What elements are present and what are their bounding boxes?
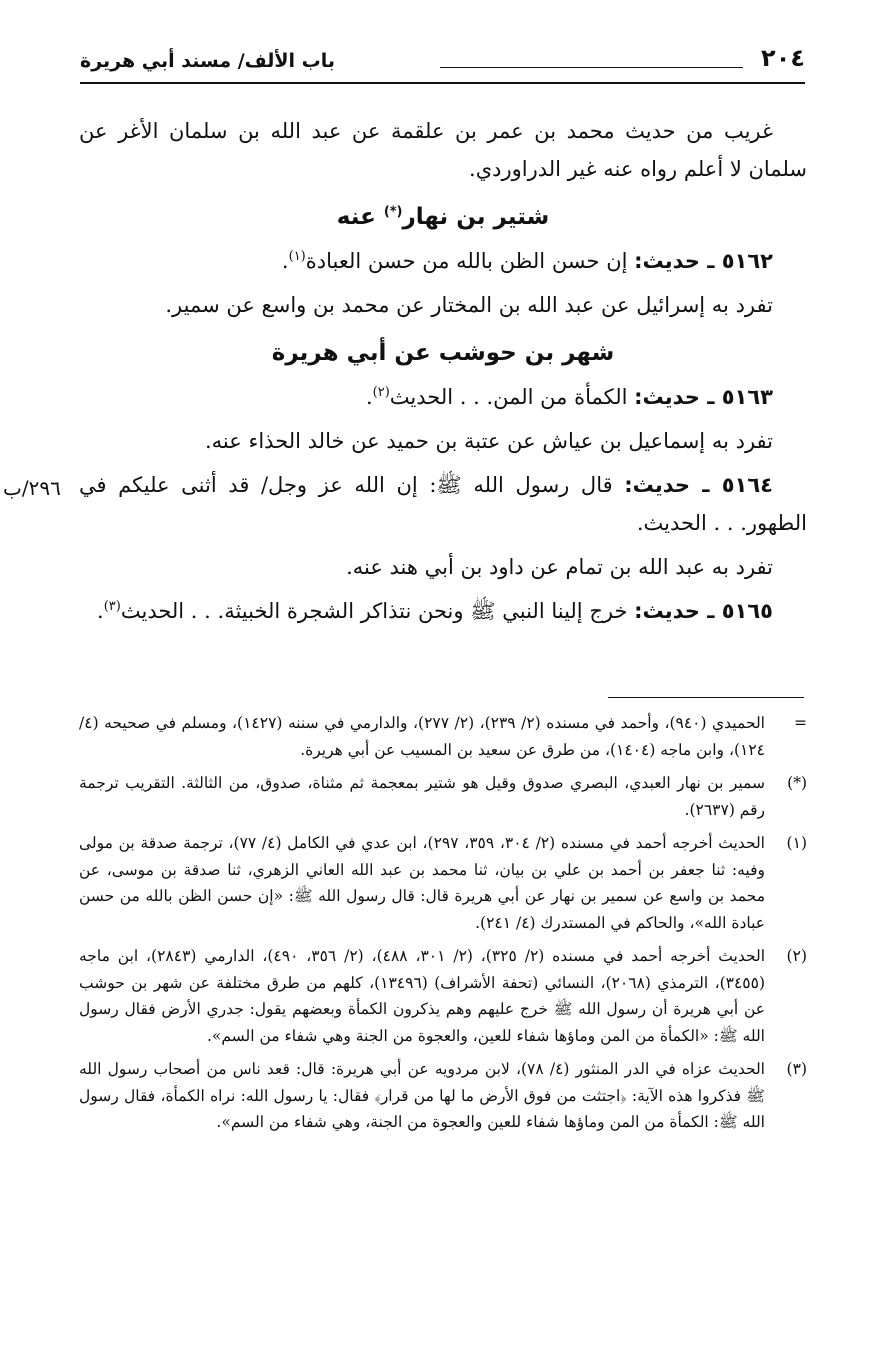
hadith-5164 — [79, 466, 807, 542]
intro-paragraph: غريب من حديث محمد بن عمر بن علقمة عن عبد الله بن سلمان الأغر عن سلمان لا أعلم رواه عنه غير الدراوردي. — [79, 119, 807, 181]
hadith-5162-text: إن حسن الظن بالله من حسن العبادة — [305, 249, 635, 273]
footnote-separator — [608, 697, 804, 698]
hadith-5163 — [79, 378, 807, 416]
header-rule — [80, 82, 805, 84]
footnote-marker: (٣) — [786, 1060, 807, 1078]
hadith-5162-note: تفرد به إسرائيل عن عبد الله بن المختار عن محمد بن واسع عن سمير. — [165, 293, 773, 317]
hadith-5165-text: خرج إلينا النبي ﷺ ونحن نتذاكر الشجرة الخبيثة. . . الحديث — [120, 599, 635, 623]
header-dash — [440, 67, 743, 68]
hadith-5163-number: ٥١٦٣ ـ حديث: — [634, 385, 773, 409]
footnote-text: الحميدي (٩٤٠)، وأحمد في مسنده (٢/ ٢٣٩)، (٢/ ٢٧٧)، والدارمي في سننه (١٤٢٧)، ومسلم في صحيحه (٤/ ١٢٤)، وابن ماجه (١٤٠٤)، من طرق عن سعيد بن المسيب عن أبي هريرة. — [79, 714, 765, 759]
hadith-5163-tail: . — [365, 385, 373, 409]
footnote-text: سمير بن نهار العبدي، البصري صدوق وقيل هو شتير بمعجمة ثم مثناة، صدوق، من الثالثة. التقريب ترجمة رقم (٢٦٣٧). — [79, 774, 765, 819]
footnotes — [79, 710, 807, 1143]
page-number: ٢٠٤ — [761, 44, 805, 72]
hadith-5165-tail: . — [97, 599, 104, 623]
footnote-3 — [79, 1056, 807, 1136]
footnote-star — [79, 770, 807, 823]
footnote-marker: (١) — [786, 834, 807, 852]
hadith-5165-number: ٥١٦٥ ـ حديث: — [634, 599, 773, 623]
hadith-5165-footnote-ref: (٣) — [103, 599, 121, 614]
hadith-5162-tail: . — [281, 249, 289, 273]
heading-1-footnote-ref: (*) — [383, 204, 403, 220]
footnote-text: الحديث أخرجه أحمد في مسنده (٢/ ٣٢٥)، (٢/ ٣٠١، ٤٨٨)، (٢/ ٣٥٦، ٤٩٠)، الدارمي (٢٨٤٣)، ابن ماجه (٣٤٥٥)، الترمذي (٢٠٦٨)، النسائي (تحفة الأشراف) (١٣٤٩٦)، كلهم من طرق مختلفة عن شهر بن حوشب عن أبي هريرة أن رسول الله ﷺ خرج عليهم وهم يذكرون الكمأة وبعضهم يقول: جدري الأرض فقال رسول الله ﷺ: «الكمأة من المن وماؤها شفاء للعين، والعجوة من الجنة وهي شفاء من السم». — [79, 947, 766, 1045]
main-text — [79, 112, 807, 630]
hadith-5163-text: الكمأة من المن. . . الحديث — [389, 385, 635, 409]
footnote-marker: (*) — [787, 774, 807, 792]
footnote-text: الحديث عزاه في الدر المنثور (٤/ ٧٨)، لابن مردويه عن أبي هريرة: قال: قعد ناس من أصحاب رسول الله ﷺ فذكروا هذه الآية: ﴿اجتثت من فوق الأرض ما لها من قرار﴾ فقال: يا رسول الله: نراه الكمأة، فقال رسول الله ﷺ: الكمأة من المن وماؤها شفاء للعين والعجوة من الجنة، وهي شفاء من السم». — [79, 1060, 765, 1131]
hadith-5164-note: تفرد به عبد الله بن تمام عن داود بن أبي هند عنه. — [346, 555, 773, 579]
hadith-5162 — [79, 242, 807, 280]
running-title: باب الألف/ مسند أبي هريرة — [80, 50, 336, 72]
footnote-text: الحديث أخرجه أحمد في مسنده (٢/ ٣٠٤، ٣٥٩، ٢٩٧)، ابن عدي في الكامل (٤/ ٧٧)، ترجمة صدقة بن مولى وفيه: ثنا جعفر بن أحمد بن علي بن بيان، ثنا محمد بن عبد الله العاني الزهري، ثنا صدقة بن موسى، عن محمد بن واسع عن سمير بن نهار عن أبي هريرة قال: قال رسول الله ﷺ: «إن حسن الظن بالله من حسن عبادة الله»، والحاكم في المستدرك (٤/ ٢٤١). — [79, 834, 765, 932]
footnote-marker: (٢) — [786, 947, 807, 965]
narrator-heading-1 — [79, 194, 807, 240]
footnote-continuation — [79, 710, 807, 763]
hadith-5164-text: قال رسول الله ﷺ: إن الله عز وجل/ قد أثنى عليكم في الطهور. . . الحديث. — [79, 473, 807, 535]
heading-1-name: شتير بن نهار — [402, 204, 550, 230]
hadith-5162-footnote-ref: (١) — [288, 249, 306, 264]
hadith-5165 — [79, 592, 807, 630]
hadith-5163-footnote-ref: (٢) — [372, 385, 390, 400]
heading-1-tail: عنه — [336, 204, 384, 230]
hadith-5162-number: ٥١٦٢ ـ حديث: — [634, 249, 773, 273]
page-header — [80, 40, 805, 84]
footnote-marker: = — [794, 714, 807, 732]
hadith-5164-number: ٥١٦٤ ـ حديث: — [624, 473, 773, 497]
footnote-1 — [79, 830, 807, 936]
footnote-2 — [79, 943, 807, 1049]
manuscript-folio-note: ٢٩٦/ب — [3, 476, 61, 500]
narrator-heading-2: شهر بن حوشب عن أبي هريرة — [271, 340, 615, 366]
hadith-5163-note: تفرد به إسماعيل بن عياش عن عتبة بن حميد عن خالد الحذاء عنه. — [204, 429, 773, 453]
